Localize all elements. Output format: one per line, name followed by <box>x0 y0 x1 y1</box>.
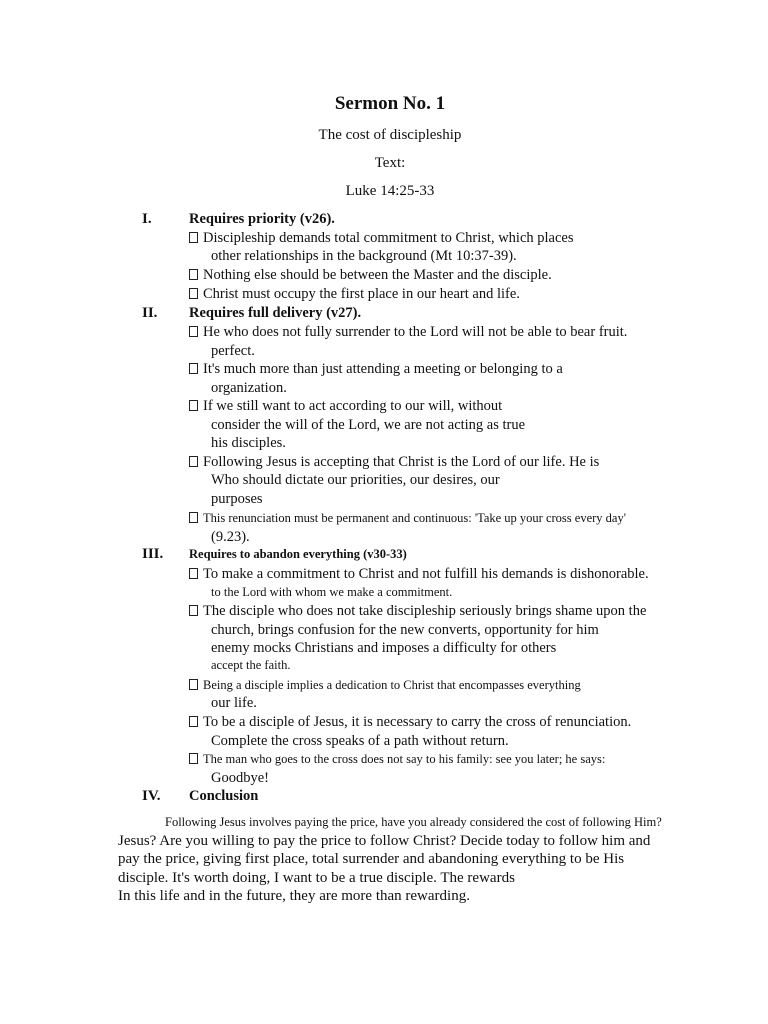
bullet-continuation: our life. <box>211 695 257 711</box>
bullet-continuation: Who should dictate our priorities, our desires, our <box>211 472 500 488</box>
checkbox-icon <box>189 288 198 299</box>
checkbox-icon <box>189 326 198 337</box>
bullet-continuation: purposes <box>211 491 263 507</box>
page-title: Sermon No. 1 <box>334 93 446 114</box>
section-number: III. <box>142 546 164 562</box>
bullet-line: Discipleship demands total commitment to Christ, which places <box>189 230 574 247</box>
bullet-line: This renunciation must be permanent and continuous: 'Take up your cross every day' <box>189 511 626 526</box>
bullet-line: If we still want to act according to our will, without <box>189 398 502 415</box>
section-heading: Conclusion <box>189 788 259 804</box>
bullet-continuation: accept the faith. <box>211 658 291 672</box>
conclusion-line: pay the price, giving first place, total surrender and abandoning everything to be His <box>118 851 625 867</box>
bullet-continuation: to the Lord with whom we make a commitment. <box>211 585 453 599</box>
section-number: II. <box>142 305 158 321</box>
conclusion-line: In this life and in the future, they are more than rewarding. <box>118 888 470 904</box>
checkbox-icon <box>189 456 198 467</box>
bullet-line: To be a disciple of Jesus, it is necessary to carry the cross of renunciation. <box>189 714 631 731</box>
section-number: I. <box>142 211 152 227</box>
bullet-line: He who does not fully surrender to the Lord will not be able to bear fruit. <box>189 324 627 341</box>
bullet-continuation: organization. <box>211 380 287 396</box>
bullet-continuation: his disciples. <box>211 435 286 451</box>
checkbox-icon <box>189 753 198 764</box>
subtitle: The cost of discipleship <box>318 127 462 143</box>
checkbox-icon <box>189 605 198 616</box>
section-heading: Requires to abandon everything (v30-33) <box>189 547 407 561</box>
bullet-continuation: (9.23). <box>211 529 250 545</box>
conclusion-line: Following Jesus involves paying the price, have you already considered the cost of following Him? <box>165 815 662 829</box>
checkbox-icon <box>189 679 198 690</box>
bullet-line: Christ must occupy the first place in our heart and life. <box>189 286 520 303</box>
bullet-line: It's much more than just attending a meeting or belonging to a <box>189 361 563 378</box>
bullet-continuation: church, brings confusion for the new converts, opportunity for him <box>211 622 599 638</box>
bullet-line: The man who goes to the cross does not say to his family: see you later; he says: <box>189 752 605 767</box>
conclusion-line: Jesus? Are you willing to pay the price to follow Christ? Decide today to follow him and <box>118 833 651 849</box>
scripture-reference: Luke 14:25-33 <box>345 183 435 199</box>
conclusion-line: disciple. It's worth doing, I want to be a true disciple. The rewards <box>118 870 515 886</box>
bullet-continuation: consider the will of the Lord, we are not acting as true <box>211 417 526 433</box>
bullet-continuation: other relationships in the background (Mt 10:37-39). <box>211 248 517 264</box>
bullet-continuation: Goodbye! <box>211 770 269 786</box>
bullet-line: To make a commitment to Christ and not fulfill his demands is dishonorable. <box>189 566 649 583</box>
bullet-continuation: enemy mocks Christians and imposes a difficulty for others <box>211 640 557 656</box>
bullet-line: Following Jesus is accepting that Christ is the Lord of our life. He is <box>189 454 599 471</box>
checkbox-icon <box>189 232 198 243</box>
checkbox-icon <box>189 512 198 523</box>
checkbox-icon <box>189 363 198 374</box>
bullet-line: The disciple who does not take discipleship seriously brings shame upon the <box>189 603 646 620</box>
checkbox-icon <box>189 568 198 579</box>
checkbox-icon <box>189 716 198 727</box>
section-heading: Requires priority (v26). <box>189 211 335 227</box>
bullet-continuation: perfect. <box>211 343 255 359</box>
text-label: Text: <box>374 155 406 171</box>
section-heading: Requires full delivery (v27). <box>189 305 362 321</box>
checkbox-icon <box>189 269 198 280</box>
bullet-continuation: Complete the cross speaks of a path without return. <box>211 733 509 749</box>
checkbox-icon <box>189 400 198 411</box>
section-number: IV. <box>142 788 161 804</box>
bullet-line: Being a disciple implies a dedication to Christ that encompasses everything <box>189 678 581 693</box>
bullet-line: Nothing else should be between the Master and the disciple. <box>189 267 552 284</box>
